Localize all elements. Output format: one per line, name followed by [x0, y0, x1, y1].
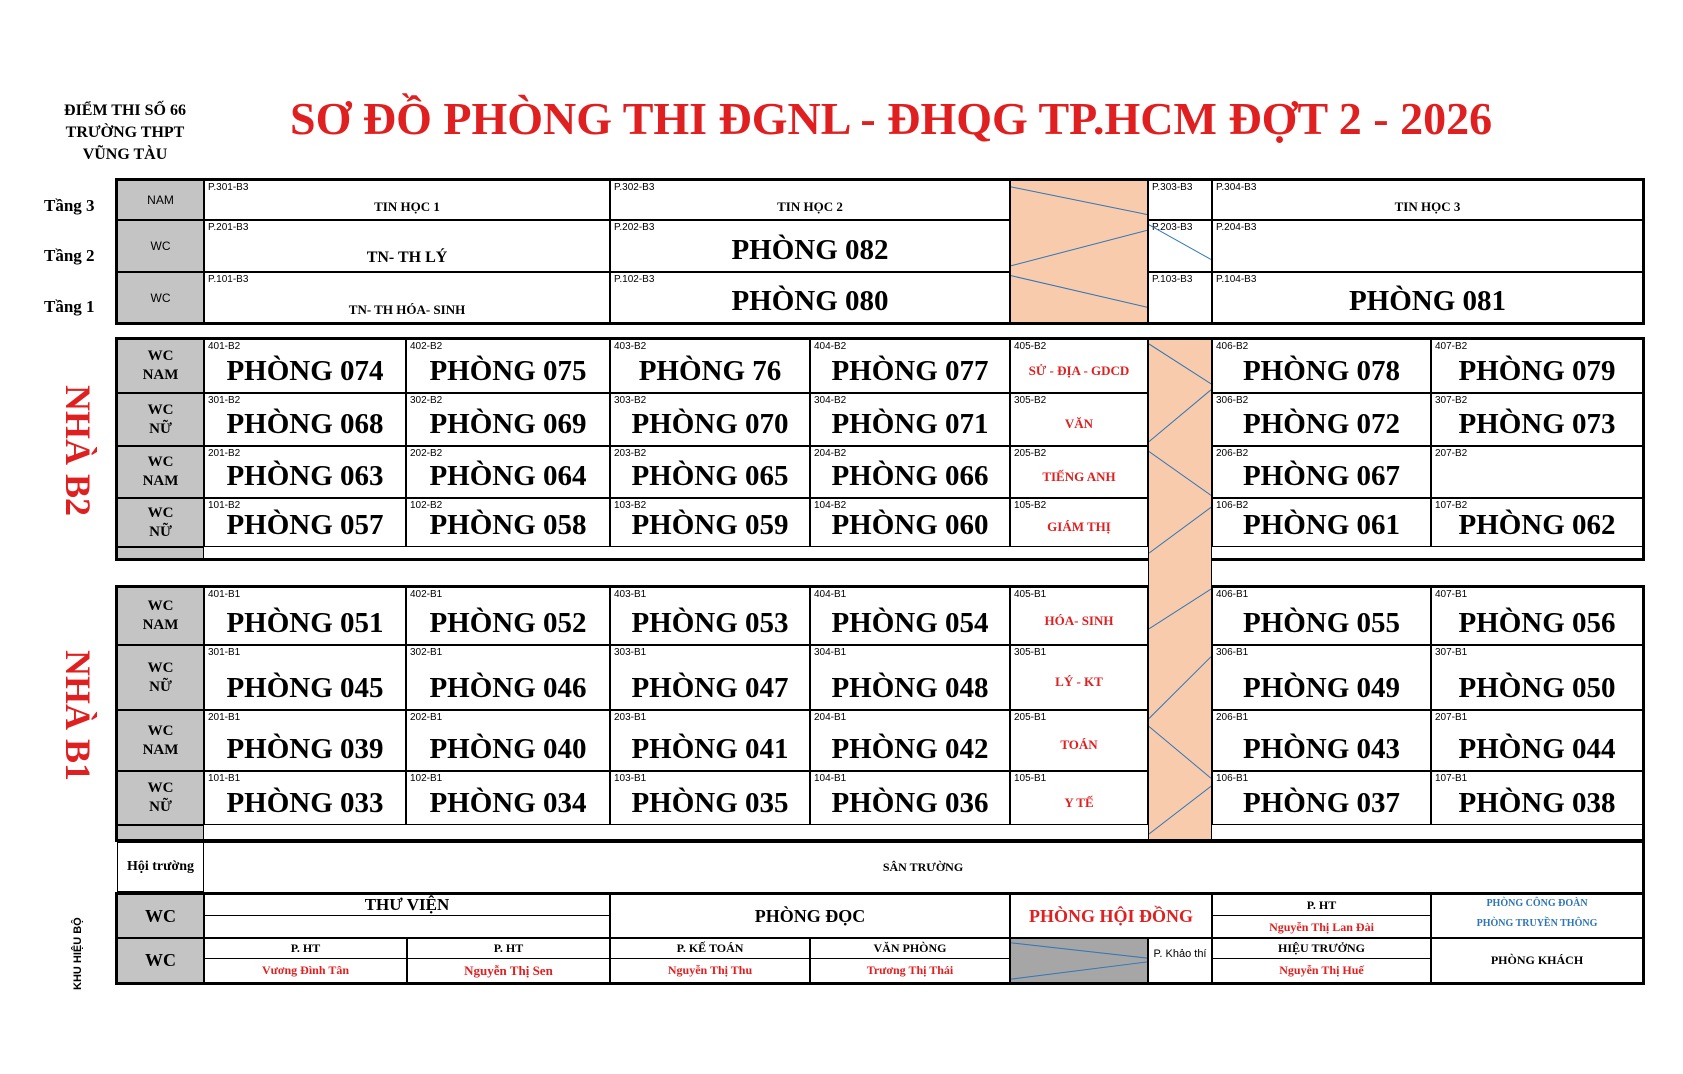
- room-107-b2: [1431, 498, 1643, 547]
- room-code: 404-B1: [814, 589, 847, 600]
- room-201-b2: [204, 446, 406, 498]
- room-label: PHÒNG 041: [631, 733, 789, 765]
- room-code: 403-B1: [614, 589, 647, 600]
- room-label: PHÒNG 057: [226, 509, 384, 541]
- reading-room: PHÒNG ĐỌC: [610, 894, 1010, 938]
- room-label: PHÒNG 042: [831, 733, 989, 765]
- building-b2-label: NHÀ B2: [58, 385, 98, 517]
- room-label: PHÒNG 061: [1242, 509, 1401, 541]
- room-306-b2: [1212, 393, 1431, 446]
- floor-label-2: Tầng 2: [44, 246, 95, 265]
- room-code: 304-B2: [814, 395, 847, 406]
- room-label: PHÒNG 037: [1242, 787, 1401, 819]
- room-304-b2: [810, 393, 1010, 446]
- room-405-b2: [1010, 339, 1148, 393]
- room-label: PHÒNG 052: [429, 607, 587, 639]
- room-202-b2: [406, 446, 610, 498]
- guest-room: PHÒNG KHÁCH: [1431, 938, 1643, 983]
- school-info: [40, 100, 210, 166]
- room-code: 303-B2: [614, 395, 647, 406]
- wc-cell: WC NỮ: [117, 645, 204, 710]
- room-301-b2: [204, 393, 406, 446]
- room-code: 105-B2: [1014, 500, 1047, 511]
- room-label: PHÒNG 76: [638, 355, 782, 387]
- room-206-b2: [1212, 446, 1431, 498]
- stairwell: [1148, 339, 1212, 840]
- union-room: PHÒNG CÔNG ĐOÀN PHÒNG TRUYỀN THÔNG: [1431, 894, 1643, 938]
- wc-cell: WC NAM: [117, 587, 204, 645]
- room-p102-b3: P.102-B3 PHÒNG 080: [610, 272, 1010, 323]
- room-303-b1: [610, 645, 810, 710]
- room-407-b1: [1431, 587, 1643, 645]
- room-403-b2: [610, 339, 810, 393]
- room-code: 107-B1: [1435, 773, 1468, 784]
- room-103-b1: [610, 771, 810, 825]
- school-name-line1: TRƯỜNG THPT: [65, 124, 185, 141]
- room-code: 405-B2: [1014, 341, 1047, 352]
- room-label: PHÒNG 070: [631, 408, 789, 440]
- room-label: PHÒNG 043: [1242, 733, 1401, 765]
- room-label: PHÒNG 050: [1458, 672, 1616, 704]
- wc-cell: WC: [117, 894, 204, 938]
- room-code: 101-B2: [208, 500, 241, 511]
- room-301-b1: [204, 645, 406, 710]
- school-name-line2: VŨNG TÀU: [82, 146, 168, 163]
- room-code: 107-B2: [1435, 500, 1468, 511]
- corridor-end: [117, 547, 204, 559]
- wc-cell: WC: [117, 272, 204, 323]
- wc-cell: WC NỮ: [117, 498, 204, 547]
- room-code: 406-B2: [1216, 341, 1249, 352]
- room-205-b1: [1010, 710, 1148, 771]
- room-code: 102-B2: [410, 500, 443, 511]
- room-label: PHÒNG 069: [429, 408, 587, 440]
- room-p202-b3: P.202-B3 PHÒNG 082: [610, 220, 1010, 272]
- room-label: SỬ - ĐỊA - GDCD: [1028, 363, 1130, 378]
- room-404-b1: [810, 587, 1010, 645]
- room-code: 103-B2: [614, 500, 647, 511]
- room-402-b2: [406, 339, 610, 393]
- library: THƯ VIỆN: [204, 894, 610, 938]
- vice-principal-office: P. HT Nguyễn Thị Lan Đài: [1212, 894, 1431, 938]
- room-203-b2: [610, 446, 810, 498]
- room-106-b2: [1212, 498, 1431, 547]
- room-code: 303-B1: [614, 647, 647, 658]
- room-104-b2: [810, 498, 1010, 547]
- room-p204-b3: P.204-B3: [1212, 220, 1643, 272]
- room-107-b1: [1431, 771, 1643, 825]
- room-label: PHÒNG 049: [1242, 672, 1401, 704]
- room-102-b1: [406, 771, 610, 825]
- building-b1-label: NHÀ B1: [58, 650, 98, 782]
- vice-principal-office: P. HT Nguyễn Thị Sen: [407, 938, 610, 983]
- room-code: 101-B1: [208, 773, 241, 784]
- room-label: PHÒNG 062: [1458, 509, 1616, 541]
- room-206-b1: [1212, 710, 1431, 771]
- room-p203-b3: P.203-B3: [1148, 220, 1212, 272]
- room-label: PHÒNG 033: [226, 787, 384, 819]
- room-label: PHÒNG 065: [631, 460, 789, 492]
- room-label: HÓA- SINH: [1044, 613, 1114, 628]
- room-code: 402-B2: [410, 341, 443, 352]
- room-label: PHÒNG 039: [226, 733, 384, 765]
- room-404-b2: [810, 339, 1010, 393]
- room-code: 207-B1: [1435, 712, 1468, 723]
- floor-label-3: Tầng 3: [44, 196, 95, 215]
- room-code: 106-B2: [1216, 500, 1249, 511]
- room-p304-b3: P.304-B3 TIN HỌC 3: [1212, 180, 1643, 220]
- room-code: 402-B1: [410, 589, 443, 600]
- room-code: 104-B2: [814, 500, 847, 511]
- room-101-b2: [204, 498, 406, 547]
- room-code: 302-B1: [410, 647, 443, 658]
- room-code: 401-B2: [208, 341, 241, 352]
- room-label: PHÒNG 044: [1458, 733, 1616, 765]
- room-code: 104-B1: [814, 773, 847, 784]
- room-402-b1: [406, 587, 610, 645]
- room-106-b1: [1212, 771, 1431, 825]
- room-label: PHÒNG 059: [631, 509, 789, 541]
- room-p101-b3: P.101-B3 TN- TH HÓA- SINH: [204, 272, 610, 323]
- room-305-b2: [1010, 393, 1148, 446]
- room-code: 306-B2: [1216, 395, 1249, 406]
- room-code: 205-B2: [1014, 448, 1047, 459]
- room-105-b2: [1010, 498, 1148, 547]
- room-label: PHÒNG 051: [226, 607, 384, 639]
- room-202-b1: [406, 710, 610, 771]
- wc-cell: WC NỮ: [117, 393, 204, 446]
- stairwell: [1010, 180, 1148, 323]
- room-code: 202-B2: [410, 448, 443, 459]
- room-303-b2: [610, 393, 810, 446]
- room-code: 201-B2: [208, 448, 241, 459]
- room-label: PHÒNG 068: [226, 408, 384, 440]
- room-code: 201-B1: [208, 712, 241, 723]
- room-label: PHÒNG 035: [631, 787, 789, 819]
- room-103-b2: [610, 498, 810, 547]
- room-label: PHÒNG 053: [631, 607, 789, 639]
- room-code: 307-B1: [1435, 647, 1468, 658]
- room-label: PHÒNG 078: [1242, 355, 1401, 387]
- room-406-b2: [1212, 339, 1431, 393]
- room-label: LÝ - KT: [1055, 674, 1103, 689]
- room-label: PHÒNG 038: [1458, 787, 1616, 819]
- room-label: Y TẾ: [1064, 795, 1094, 810]
- room-label: PHÒNG 054: [831, 607, 989, 639]
- room-label: PHÒNG 058: [429, 509, 587, 541]
- room-p302-b3: P.302-B3 TIN HỌC 2: [610, 180, 1010, 220]
- room-label: TOÁN: [1060, 737, 1098, 752]
- room-305-b1: [1010, 645, 1148, 710]
- room-207-b2: [1431, 446, 1643, 498]
- wc-cell: WC NAM: [117, 446, 204, 498]
- room-p104-b3: P.104-B3 PHÒNG 081: [1212, 272, 1643, 323]
- wc-cell: WC NỮ: [117, 771, 204, 825]
- stairwell: [1010, 938, 1148, 983]
- room-304-b1: [810, 645, 1010, 710]
- page-title: SƠ ĐỒ PHÒNG THI ĐGNL - ĐHQG TP.HCM ĐỢT 2 - 2026: [290, 93, 1493, 144]
- room-code: 407-B1: [1435, 589, 1468, 600]
- room-label: PHÒNG 073: [1458, 408, 1616, 440]
- room-label: GIÁM THỊ: [1047, 519, 1111, 534]
- room-code: 105-B1: [1014, 773, 1047, 784]
- room-207-b1: [1431, 710, 1643, 771]
- wc-cell: WC: [117, 938, 204, 983]
- room-label: PHÒNG 036: [831, 787, 989, 819]
- room-label: PHÒNG 067: [1242, 460, 1401, 492]
- admin-area-label: KHU HIỆU BỘ: [72, 917, 84, 990]
- room-label: PHÒNG 075: [429, 355, 587, 387]
- room-label: PHÒNG 045: [226, 672, 384, 704]
- room-label: PHÒNG 048: [831, 672, 989, 704]
- room-code: 405-B1: [1014, 589, 1047, 600]
- room-code: 102-B1: [410, 773, 443, 784]
- room-306-b1: [1212, 645, 1431, 710]
- main-office: VĂN PHÒNG Trương Thị Thái: [810, 938, 1010, 983]
- room-code: 106-B1: [1216, 773, 1249, 784]
- room-code: 304-B1: [814, 647, 847, 658]
- floor-label-1: Tầng 1: [44, 297, 95, 316]
- room-code: 205-B1: [1014, 712, 1047, 723]
- school-yard: SÂN TRƯỜNG: [204, 842, 1645, 892]
- vice-principal-office: P. HT Vương Đình Tân: [204, 938, 407, 983]
- room-201-b1: [204, 710, 406, 771]
- room-label: PHÒNG 079: [1458, 355, 1616, 387]
- room-302-b1: [406, 645, 610, 710]
- room-label: PHÒNG 055: [1242, 607, 1401, 639]
- room-401-b1: [204, 587, 406, 645]
- wc-cell: WC: [117, 220, 204, 272]
- room-code: 302-B2: [410, 395, 443, 406]
- room-code: 406-B1: [1216, 589, 1249, 600]
- room-105-b1: [1010, 771, 1148, 825]
- room-204-b2: [810, 446, 1010, 498]
- room-label: PHÒNG 060: [831, 509, 989, 541]
- assembly-hall: Hội trường: [117, 842, 204, 892]
- exam-site-number: ĐIỂM THI SỐ 66: [64, 102, 186, 119]
- room-label: PHÒNG 034: [429, 787, 587, 819]
- room-code: 203-B1: [614, 712, 647, 723]
- room-code: 103-B1: [614, 773, 647, 784]
- room-code: 404-B2: [814, 341, 847, 352]
- room-code: 401-B1: [208, 589, 241, 600]
- room-label: PHÒNG 047: [631, 672, 789, 704]
- room-label: VĂN: [1064, 416, 1094, 431]
- room-code: 307-B2: [1435, 395, 1468, 406]
- room-code: 202-B1: [410, 712, 443, 723]
- wc-cell: WC NAM: [117, 339, 204, 393]
- accounting-office: P. KẾ TOÁN Nguyễn Thị Thu: [610, 938, 810, 983]
- room-101-b1: [204, 771, 406, 825]
- room-code: 206-B2: [1216, 448, 1249, 459]
- room-code: 203-B2: [614, 448, 647, 459]
- room-302-b2: [406, 393, 610, 446]
- room-code: 305-B1: [1014, 647, 1047, 658]
- room-label: PHÒNG 074: [226, 355, 384, 387]
- room-code: 301-B1: [208, 647, 241, 658]
- corridor-end: [117, 825, 204, 840]
- room-p201-b3: P.201-B3 TN- TH LÝ: [204, 220, 610, 272]
- room-label: PHÒNG 077: [831, 355, 989, 387]
- room-label: PHÒNG 046: [429, 672, 587, 704]
- room-407-b2: [1431, 339, 1643, 393]
- room-code: 305-B2: [1014, 395, 1047, 406]
- room-code: 306-B1: [1216, 647, 1249, 658]
- room-307-b2: [1431, 393, 1643, 446]
- room-label: TIẾNG ANH: [1042, 469, 1116, 484]
- room-p303-b3: P.303-B3: [1148, 180, 1212, 220]
- room-204-b1: [810, 710, 1010, 771]
- exam-office: P. Khảo thí: [1148, 938, 1212, 983]
- room-label: PHÒNG 064: [429, 460, 587, 492]
- principal-office: HIỆU TRƯỞNG Nguyễn Thị Huế: [1212, 938, 1431, 983]
- room-203-b1: [610, 710, 810, 771]
- room-307-b1: [1431, 645, 1643, 710]
- room-code: 204-B2: [814, 448, 847, 459]
- room-label: PHÒNG 056: [1458, 607, 1616, 639]
- room-p103-b3: P.103-B3: [1148, 272, 1212, 323]
- room-104-b1: [810, 771, 1010, 825]
- room-label: PHÒNG 066: [831, 460, 989, 492]
- room-403-b1: [610, 587, 810, 645]
- room-code: 206-B1: [1216, 712, 1249, 723]
- room-label: PHÒNG 072: [1242, 408, 1401, 440]
- room-401-b2: [204, 339, 406, 393]
- wc-cell: WC NAM: [117, 710, 204, 771]
- room-label: PHÒNG 071: [831, 408, 989, 440]
- room-code: 301-B2: [208, 395, 241, 406]
- room-102-b2: [406, 498, 610, 547]
- wc-cell: NAM: [117, 180, 204, 220]
- room-405-b1: [1010, 587, 1148, 645]
- council-room: PHÒNG HỘI ĐỒNG: [1010, 894, 1212, 938]
- room-code: 403-B2: [614, 341, 647, 352]
- room-label: PHÒNG 040: [429, 733, 587, 765]
- room-label: PHÒNG 063: [226, 460, 384, 492]
- room-code: 204-B1: [814, 712, 847, 723]
- room-code: 207-B2: [1435, 448, 1468, 459]
- room-p301-b3: P.301-B3 TIN HỌC 1: [204, 180, 610, 220]
- room-205-b2: [1010, 446, 1148, 498]
- room-code: 407-B2: [1435, 341, 1468, 352]
- room-406-b1: [1212, 587, 1431, 645]
